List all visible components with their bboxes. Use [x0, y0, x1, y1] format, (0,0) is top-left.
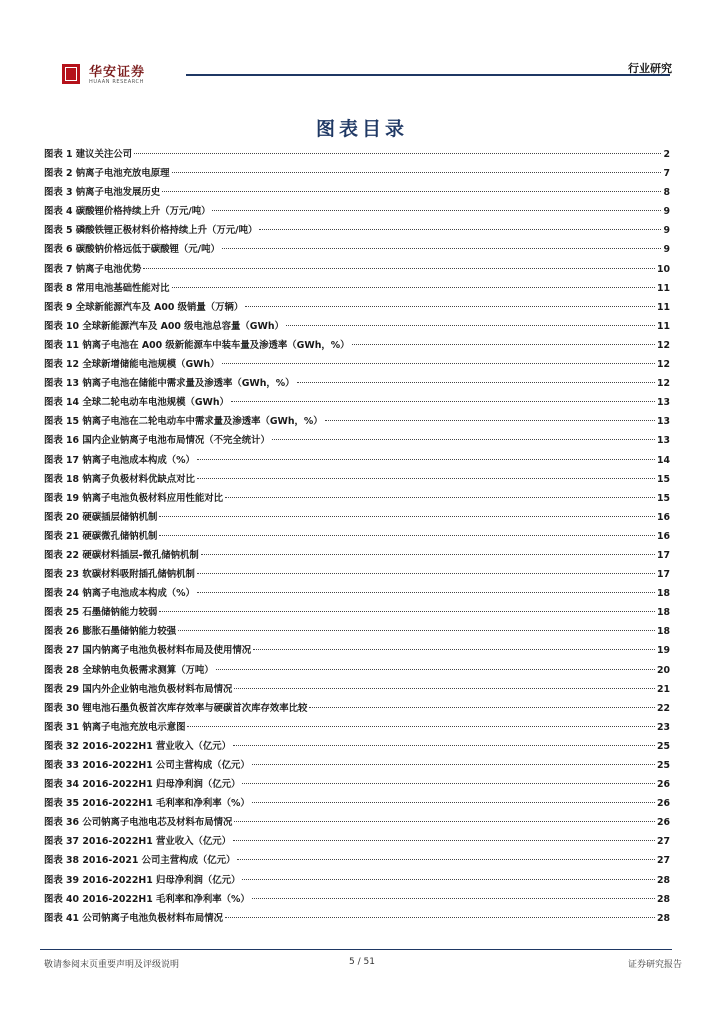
toc-entry-page[interactable]: 26 — [656, 779, 670, 791]
report-section-label: 行业研究 — [628, 62, 672, 75]
toc-entry-page[interactable]: 28 — [656, 874, 670, 886]
footer-disclaimer: 敬请参阅末页重要声明及评级说明 — [44, 960, 180, 970]
footer-divider — [40, 949, 672, 950]
toc-entry[interactable] — [44, 641, 670, 660]
toc-entry-label[interactable]: 图表 4 碳酸锂价格持续上升（万元/吨） — [44, 206, 211, 218]
toc-leader-dots — [225, 497, 655, 498]
toc-entry-page[interactable]: 26 — [656, 817, 670, 829]
toc-leader-dots — [172, 172, 662, 173]
toc-leader-dots — [242, 783, 655, 784]
toc-entry-page[interactable]: 26 — [656, 798, 670, 810]
toc-leader-dots — [272, 439, 655, 440]
toc-entry-page[interactable]: 17 — [656, 569, 670, 581]
toc-entry-label[interactable]: 图表 16 国内企业钠离子电池布局情况（不完全统计） — [44, 435, 270, 447]
toc-entry-label[interactable]: 图表 7 钠离子电池优势 — [44, 263, 142, 275]
toc-leader-dots — [234, 688, 655, 689]
toc-entry[interactable] — [44, 183, 670, 202]
toc-leader-dots — [201, 554, 655, 555]
toc-entry[interactable] — [44, 336, 670, 355]
company-logo-subtitle: HUAAN RESEARCH — [89, 79, 144, 85]
toc-entry-label[interactable]: 图表 8 常用电池基础性能对比 — [44, 282, 170, 294]
toc-entry[interactable] — [44, 145, 670, 164]
toc-leader-dots — [252, 764, 655, 765]
toc-entry-page[interactable]: 16 — [656, 511, 670, 523]
toc-leader-dots — [178, 630, 655, 631]
toc-entry[interactable] — [44, 451, 670, 470]
toc-entry-page[interactable]: 20 — [656, 664, 670, 676]
toc-entry-page[interactable]: 11 — [656, 301, 670, 313]
toc-entry-page[interactable]: 19 — [656, 645, 670, 657]
toc-entry[interactable] — [44, 680, 670, 699]
toc-entry-page[interactable]: 13 — [656, 416, 670, 428]
toc-entry-page[interactable]: 13 — [656, 435, 670, 447]
toc-entry-page[interactable]: 25 — [656, 760, 670, 771]
toc-entry-page[interactable]: 8 — [663, 187, 670, 199]
toc-leader-dots — [231, 401, 655, 402]
toc-leader-dots — [159, 611, 655, 612]
toc-leader-dots — [162, 191, 661, 192]
toc-entry[interactable] — [44, 565, 670, 584]
toc-entry-page[interactable]: 23 — [656, 721, 670, 733]
toc-entry-label[interactable]: 图表 12 全球新增储能电池规模（GWh） — [44, 359, 220, 371]
toc-entry-label[interactable]: 图表 37 2016-2022H1 营业收入（亿元） — [44, 836, 232, 848]
toc-entry-label[interactable]: 图表 36 公司钠离子电池电芯及材料布局情况 — [44, 817, 233, 829]
toc-entry-page[interactable]: 11 — [656, 282, 670, 294]
toc-leader-dots — [297, 382, 655, 383]
toc-entry-label[interactable]: 图表 41 公司钠离子电池负极材料布局情况 — [44, 912, 223, 924]
page-header — [40, 60, 684, 90]
toc-leader-dots — [253, 649, 655, 650]
toc-entry-page[interactable]: 18 — [656, 626, 670, 638]
toc-entry-label[interactable]: 图表 18 钠离子负极材料优缺点对比 — [44, 473, 195, 485]
toc-entry-page[interactable]: 22 — [656, 702, 670, 714]
toc-entry-label[interactable]: 图表 11 钠离子电池在 A00 级新能源车中装车量及渗透率（GWh，%） — [44, 339, 350, 351]
toc-entry-page[interactable]: 10 — [656, 263, 670, 275]
toc-leader-dots — [159, 516, 655, 517]
toc-entry-page[interactable]: 18 — [656, 588, 670, 600]
toc-entry[interactable] — [44, 890, 670, 909]
toc-entry-label[interactable]: 图表 33 2016-2022H1 公司主营构成（亿元） — [44, 760, 250, 771]
toc-entry[interactable] — [44, 489, 670, 508]
toc-entry[interactable] — [44, 718, 670, 737]
toc-leader-dots — [222, 248, 662, 249]
toc-entry-label[interactable]: 图表 20 硬碳插层储钠机制 — [44, 511, 158, 523]
toc-entry-label[interactable]: 图表 25 石墨储钠能力较弱 — [44, 607, 158, 619]
toc-entry-page[interactable]: 27 — [656, 855, 670, 867]
toc-entry-page[interactable]: 2 — [663, 149, 670, 160]
toc-entry-page[interactable]: 28 — [656, 912, 670, 924]
toc-entry-page[interactable]: 12 — [656, 359, 670, 371]
toc-entry-label[interactable]: 图表 9 全球新能源汽车及 A00 级销量（万辆） — [44, 301, 244, 313]
footer-document-type: 证券研究报告 — [627, 960, 682, 970]
toc-leader-dots — [309, 707, 655, 708]
toc-entry[interactable] — [44, 164, 670, 183]
toc-entry-label[interactable]: 图表 3 钠离子电池发展历史 — [44, 187, 161, 199]
toc-entry-page[interactable]: 9 — [663, 206, 670, 218]
toc-entry[interactable] — [44, 221, 670, 240]
toc-entry-label[interactable]: 图表 40 2016-2022H1 毛利率和净利率（%） — [44, 893, 250, 905]
toc-leader-dots — [252, 802, 655, 803]
toc-entry[interactable] — [44, 412, 670, 431]
toc-entry[interactable] — [44, 298, 670, 317]
toc-entry[interactable] — [44, 202, 670, 221]
toc-leader-dots — [234, 821, 655, 822]
toc-entry[interactable] — [44, 661, 670, 680]
toc-entry-label[interactable]: 图表 2 钠离子电池充放电原理 — [44, 168, 170, 180]
toc-leader-dots — [259, 229, 661, 230]
toc-leader-dots — [134, 153, 661, 154]
toc-entry[interactable] — [44, 393, 670, 412]
toc-entry[interactable] — [44, 279, 670, 298]
toc-entry-label[interactable]: 图表 38 2016-2021 公司主营构成（亿元） — [44, 855, 236, 867]
toc-entry-label[interactable]: 图表 23 软碳材料吸附插孔储钠机制 — [44, 569, 195, 581]
toc-entry[interactable] — [44, 737, 670, 756]
toc-leader-dots — [286, 325, 655, 326]
toc-entry-label[interactable]: 图表 30 锂电池石墨负极首次库存效率与硬碳首次库存效率比较 — [44, 702, 308, 714]
toc-entry[interactable] — [44, 832, 670, 851]
toc-entry-page[interactable]: 25 — [656, 740, 670, 752]
toc-leader-dots — [245, 306, 655, 307]
toc-leader-dots — [159, 535, 655, 536]
toc-leader-dots — [222, 363, 655, 364]
figure-index-list — [44, 145, 670, 928]
toc-entry-label[interactable]: 图表 32 2016-2022H1 营业收入（亿元） — [44, 740, 232, 752]
toc-entry-label[interactable]: 图表 24 钠离子电池成本构成（%） — [44, 588, 195, 600]
toc-entry[interactable] — [44, 240, 670, 259]
company-logo-icon — [62, 64, 80, 84]
toc-entry-page[interactable]: 9 — [663, 225, 670, 237]
toc-entry-label[interactable]: 图表 19 钠离子电池负极材料应用性能对比 — [44, 492, 223, 504]
toc-entry[interactable] — [44, 431, 670, 450]
toc-leader-dots — [225, 917, 655, 918]
toc-entry-page[interactable]: 9 — [663, 244, 670, 256]
toc-leader-dots — [352, 344, 655, 345]
toc-entry-label[interactable]: 图表 22 硬碳材料插层-微孔储钠机制 — [44, 549, 199, 561]
toc-entry[interactable] — [44, 470, 670, 489]
header-divider — [186, 74, 670, 76]
toc-leader-dots — [242, 879, 655, 880]
toc-entry[interactable] — [44, 584, 670, 603]
footer-page-number: 5 / 51 — [349, 957, 375, 967]
toc-entry-page[interactable]: 15 — [656, 473, 670, 485]
toc-leader-dots — [187, 726, 655, 727]
toc-entry[interactable] — [44, 374, 670, 393]
toc-leader-dots — [237, 859, 655, 860]
toc-entry-label[interactable]: 图表 13 钠离子电池在储能中需求量及渗透率（GWh，%） — [44, 378, 295, 390]
toc-entry-label[interactable]: 图表 31 钠离子电池充放电示意图 — [44, 721, 186, 733]
toc-entry-label[interactable]: 图表 1 建议关注公司 — [44, 149, 133, 160]
toc-entry-page[interactable]: 7 — [663, 168, 670, 180]
toc-leader-dots — [252, 898, 655, 899]
toc-entry-page[interactable]: 18 — [656, 607, 670, 619]
toc-entry[interactable] — [44, 355, 670, 374]
company-logo-name: 华安证券 — [89, 65, 146, 80]
toc-entry-label[interactable]: 图表 35 2016-2022H1 毛利率和净利率（%） — [44, 798, 250, 810]
toc-leader-dots — [197, 459, 655, 460]
toc-entry-label[interactable]: 图表 28 全球钠电负极需求测算（万吨） — [44, 664, 214, 676]
toc-entry[interactable] — [44, 527, 670, 546]
toc-entry-label[interactable]: 图表 39 2016-2022H1 归母净利润（亿元） — [44, 874, 241, 886]
toc-entry-label[interactable]: 图表 10 全球新能源汽车及 A00 级电池总容量（GWh） — [44, 320, 284, 332]
toc-entry-label[interactable]: 图表 17 钠离子电池成本构成（%） — [44, 454, 195, 466]
toc-entry-page[interactable]: 12 — [656, 378, 670, 390]
toc-leader-dots — [172, 287, 655, 288]
toc-entry[interactable] — [44, 756, 670, 775]
toc-entry-label[interactable]: 图表 5 磷酸铁锂正极材料价格持续上升（万元/吨） — [44, 225, 258, 237]
toc-entry[interactable] — [44, 794, 670, 813]
toc-entry-page[interactable]: 27 — [656, 836, 670, 848]
toc-leader-dots — [212, 210, 661, 211]
toc-entry-page[interactable]: 13 — [656, 397, 670, 409]
toc-leader-dots — [197, 592, 655, 593]
toc-entry-label[interactable]: 图表 6 碳酸钠价格远低于碳酸锂（元/吨） — [44, 244, 220, 256]
toc-entry[interactable] — [44, 813, 670, 832]
toc-leader-dots — [143, 268, 655, 269]
toc-entry-label[interactable]: 图表 21 硬碳微孔储钠机制 — [44, 530, 158, 542]
toc-entry[interactable] — [44, 603, 670, 622]
toc-entry[interactable] — [44, 546, 670, 565]
toc-entry[interactable] — [44, 699, 670, 718]
toc-entry-page[interactable]: 15 — [656, 492, 670, 504]
toc-entry-label[interactable]: 图表 15 钠离子电池在二轮电动车中需求量及渗透率（GWh，%） — [44, 416, 323, 428]
toc-entry-page[interactable]: 21 — [656, 683, 670, 695]
toc-entry[interactable] — [44, 851, 670, 870]
toc-leader-dots — [197, 573, 655, 574]
toc-entry[interactable] — [44, 871, 670, 890]
toc-entry-page[interactable]: 12 — [656, 339, 670, 351]
toc-leader-dots — [233, 840, 655, 841]
toc-entry[interactable] — [44, 622, 670, 641]
toc-leader-dots — [233, 745, 655, 746]
toc-entry[interactable] — [44, 508, 670, 527]
toc-entry[interactable] — [44, 260, 670, 279]
toc-leader-dots — [197, 478, 655, 479]
toc-leader-dots — [325, 420, 655, 421]
toc-entry-page[interactable]: 28 — [656, 893, 670, 905]
page-title: 图表目录 — [315, 118, 408, 140]
toc-entry[interactable] — [44, 317, 670, 336]
toc-entry-label[interactable]: 图表 29 国内外企业钠电池负极材料布局情况 — [44, 683, 233, 695]
toc-entry[interactable] — [44, 775, 670, 794]
toc-leader-dots — [216, 669, 655, 670]
toc-entry-page[interactable]: 17 — [656, 549, 670, 561]
toc-entry-page[interactable]: 11 — [656, 320, 670, 332]
toc-entry-label[interactable]: 图表 14 全球二轮电动车电池规模（GWh） — [44, 397, 229, 409]
toc-entry-label[interactable]: 图表 26 膨胀石墨储钠能力较强 — [44, 626, 177, 638]
toc-entry-label[interactable]: 图表 27 国内钠离子电池负极材料布局及使用情况 — [44, 645, 252, 657]
toc-entry-page[interactable]: 14 — [656, 454, 670, 466]
toc-entry-label[interactable]: 图表 34 2016-2022H1 归母净利润（亿元） — [44, 779, 241, 791]
toc-entry-page[interactable]: 16 — [656, 530, 670, 542]
toc-entry[interactable] — [44, 909, 670, 928]
